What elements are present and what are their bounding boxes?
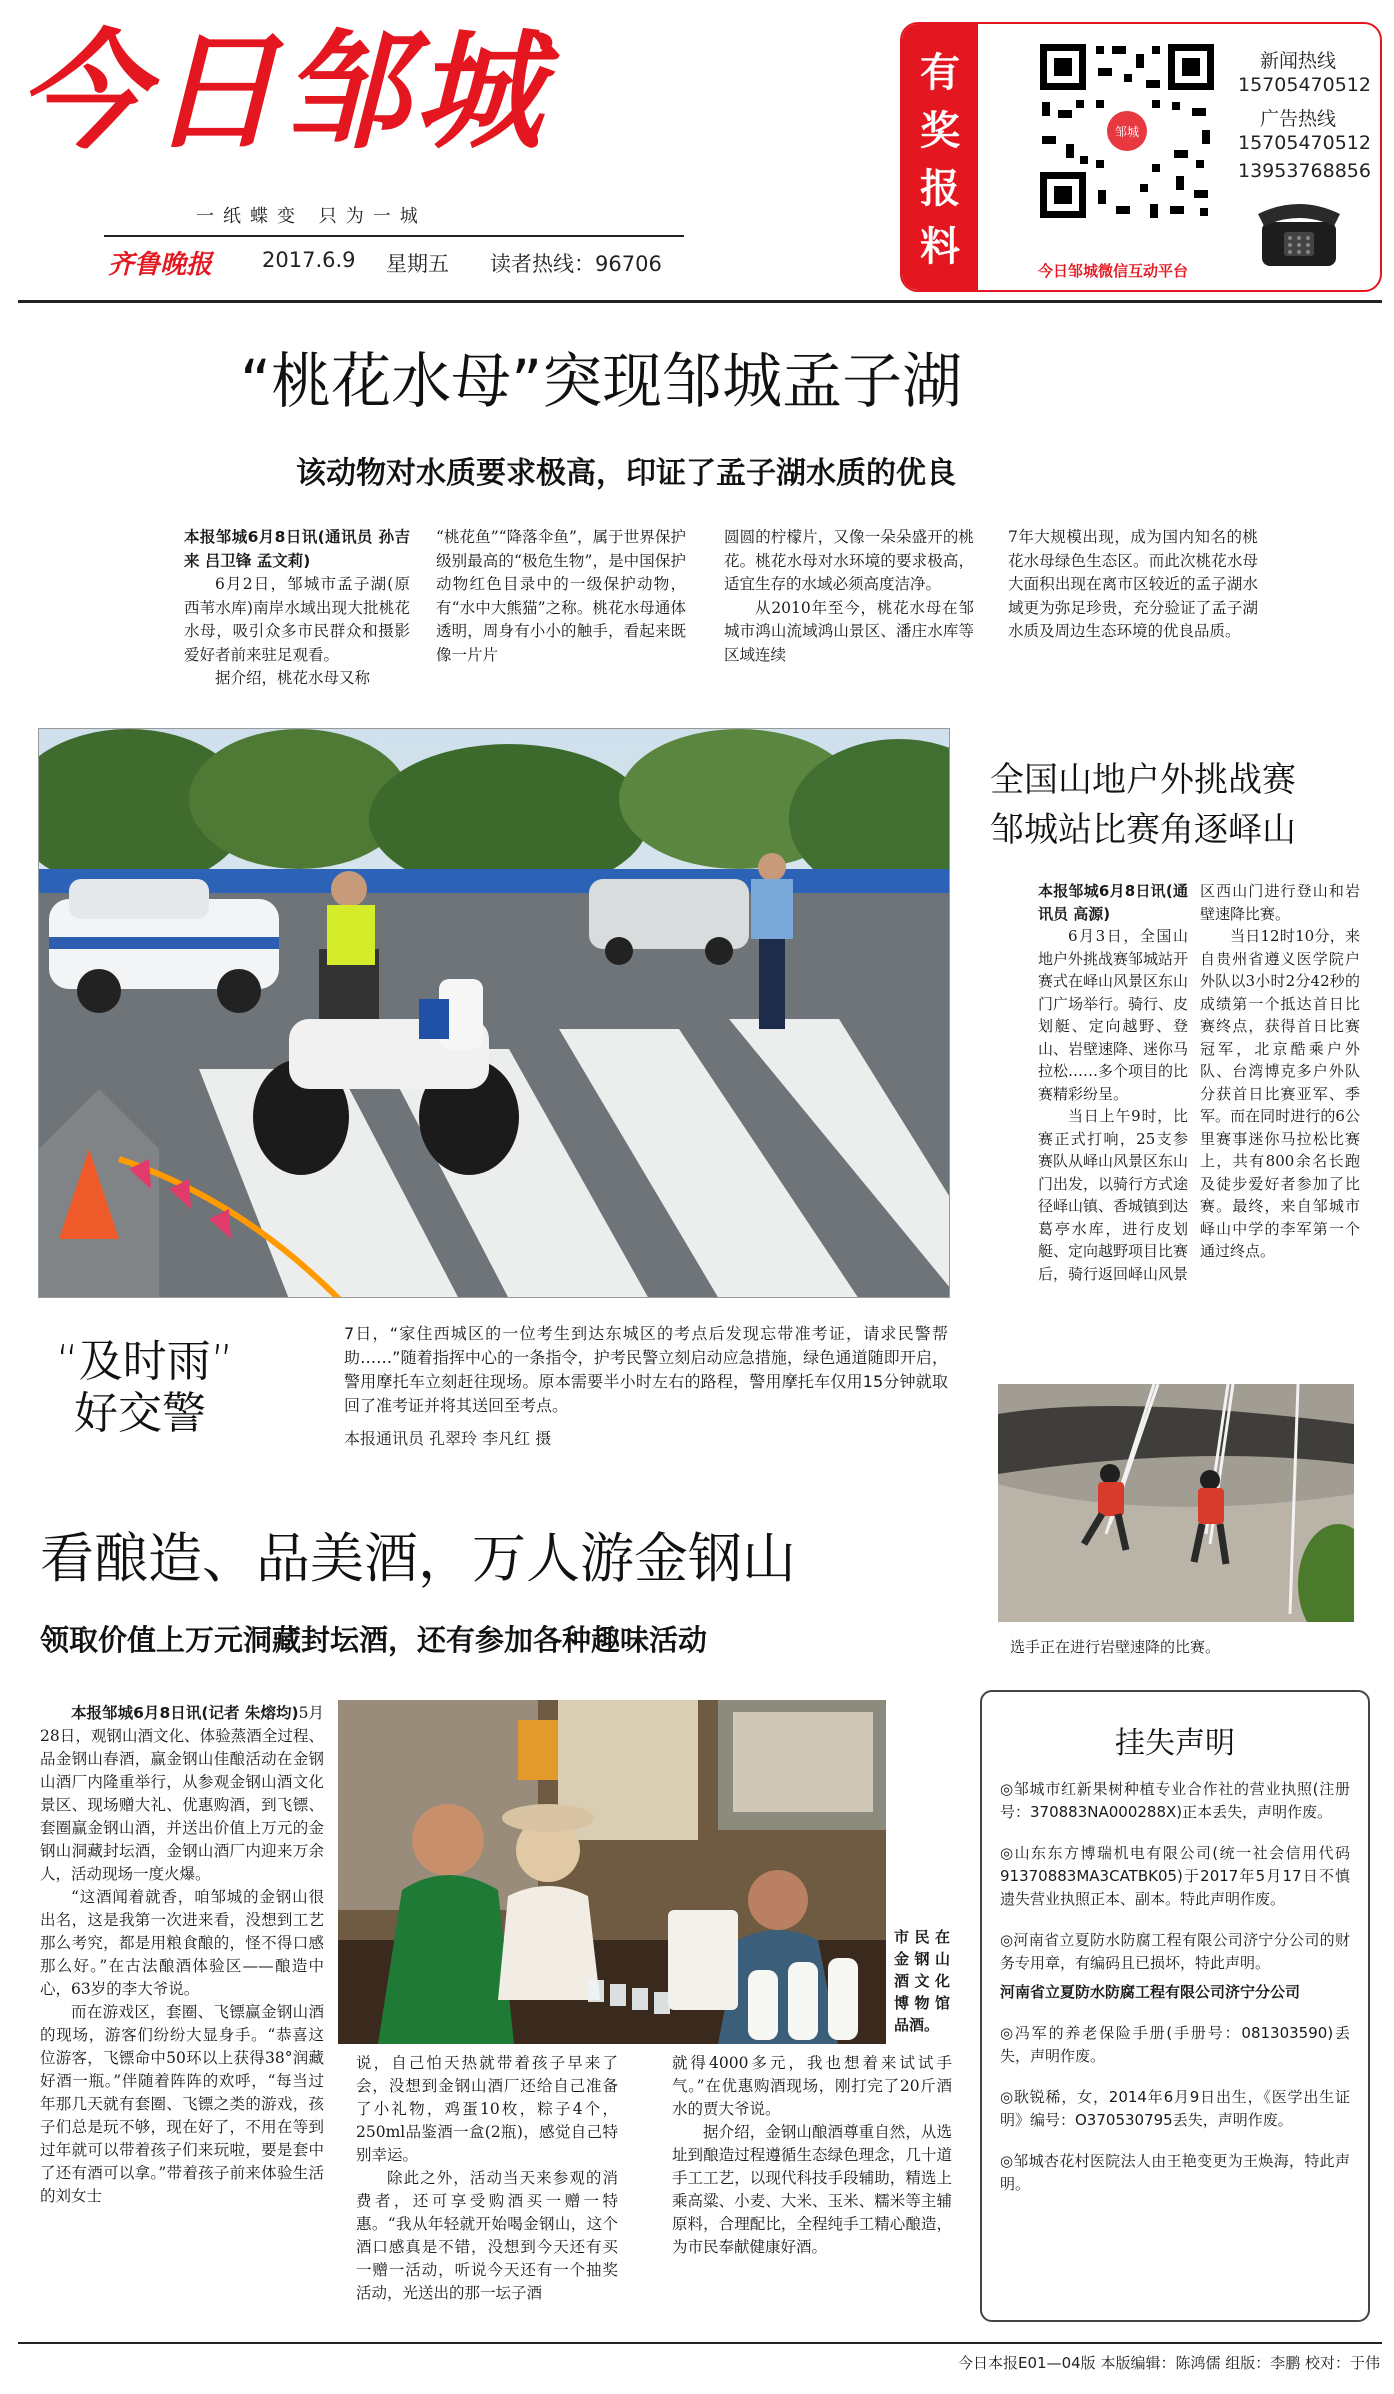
lost-notice-title: 挂失声明 <box>1115 1726 1235 1761</box>
news-hotline-number: 15705470512 <box>1238 74 1371 96</box>
telephone-icon <box>1254 192 1344 272</box>
outdoor-headline: 全国山地户外挑战赛 邹城站比赛角逐峄山 <box>990 760 1296 850</box>
masthead-divider <box>104 235 684 237</box>
wechat-caption: 今日邹城微信互动平台 <box>1038 262 1189 280</box>
wechat-qr-code[interactable] <box>1036 40 1218 222</box>
outdoor-column-2: 区西山门进行登山和岩壁速降比赛。 当日12时10分，来自贵州省遵义医学院户外队以3小时2分42秒的成绩第一个抵达首日比赛终点，获得首日比赛冠军，北京酷乘户外队、台湾博克多户外队分获首日比赛亚军、季军。而在同时进行的6公里赛事迷你马拉松比赛上，共有800余名长跑及徒步爱好者参加了比赛。最终，来自邹城市峄山中学的李军第一个通过终点。 <box>1200 882 1360 1260</box>
wine-photo-caption: 市民在金钢山酒文化博物馆品酒。 <box>894 1928 950 2034</box>
paper-name: 齐鲁晚报 <box>108 250 213 280</box>
report-badge: 有 奖 报 料 <box>902 24 978 292</box>
wine-headline: 看酿造、品美酒，万人游金钢山 <box>40 1527 796 1590</box>
issue-date: 2017.6.9 <box>262 248 356 272</box>
police-headline: “及时雨” 好交警 <box>56 1336 234 1439</box>
wine-column-2: 说，自己怕天热就带着孩子早来了会，没想到金钢山酒厂还给自己准备了小礼物，鸡蛋10枚，粽子4个，250ml品鉴酒一盒(2瓶)，感觉自己特别幸运。 除此之外，活动当天来参观的消费者，还可享受购酒买一赠一特惠。“我从年轻就开始喝金钢山，这个酒口感真是不错，没想到今天还有买一赠一活动，听说今天还有一个抽奖活动，光送出的那一坛子酒 <box>356 2054 618 2302</box>
story1-column-3: 圆圆的柠檬片，又像一朵朵盛开的桃花。桃花水母对水环境的要求极高，适宜生存的水域必须高度洁净。 从2010年至今，桃花水母在邹城市鸿山流域鸿山景区、潘庄水库等区域连续 <box>724 528 974 664</box>
notice-item: ◎河南省立夏防水防腐工程有限公司济宁分公司的财务专用章，有编码且已损坏，特此声明。 <box>1000 1931 1350 1972</box>
police-photo-credit: 本报通讯员 孔翠玲 李凡红 摄 <box>344 1429 552 1448</box>
footer-rule <box>18 2342 1382 2344</box>
report-box <box>900 22 1382 292</box>
rappelling-photo-caption: 选手正在进行岩壁速降的比赛。 <box>1010 1638 1221 1656</box>
qr-code-graphic <box>1036 40 1218 222</box>
notice-item: 河南省立夏防水防腐工程有限公司济宁分公司 <box>1000 1983 1301 2001</box>
svg-text:邹城: 邹城 <box>1114 125 1140 139</box>
police-body: 7日，“家住西城区的一位考生到达东城区的考点后发现忘带准考证，请求民警帮助……”随着指挥中心的一条指令，护考民警立刻启动应急措施，绿色通道随即开启，警用摩托车立刻赶往现场。原本需要半小时左右的路程，警用摩托车仅用15分钟就取回了准考证并将其送回至考点。 <box>344 1324 948 1415</box>
notice-item: ◎冯军的养老保险手册(手册号：081303590)丢失，声明作废。 <box>1000 2024 1350 2065</box>
issue-weekday: 星期五 <box>386 252 449 276</box>
story1-column-4: 7年大规模出现，成为国内知名的桃花水母绿色生态区。而此次桃花水母大面积出现在离市区较近的孟子湖水域更为弥足珍贵，充分验证了孟子湖水质及周边生态环境的优良品质。 <box>1008 528 1258 640</box>
ad-hotline-label: 广告热线 <box>1260 108 1337 130</box>
story1-column-1: 本报邹城6月8日讯(通讯员 孙吉来 吕卫锋 孟文莉) 6月2日，邹城市孟子湖(原西苇水库)南岸水域出现大批桃花水母，吸引众多市民群众和摄影爱好者前来驻足观看。 据介绍，桃花水母又称 <box>184 528 410 687</box>
reader-hotline: 读者热线：96706 <box>490 252 662 276</box>
notice-item: ◎耿锐稀，女，2014年6月9日出生，《医学出生证明》编号：O370530795丢失，声明作废。 <box>1000 2088 1350 2129</box>
ad-hotline-number-2: 13953768856 <box>1238 160 1371 182</box>
story1-headline: “桃花水母”突现邹城孟子湖 <box>240 347 963 417</box>
story1-subhead: 该动物对水质要求极高，印证了孟子湖水质的优良 <box>296 456 956 491</box>
outdoor-column-1: 本报邹城6月8日讯(通讯员 高源) 6月3日，全国山地户外挑战赛邹城站开赛式在峄山风景区东山门广场举行。骑行、皮划艇、定向越野、登山、岩壁速降、迷你马拉松……多个项目的比赛精彩纷呈。 当日上午9时，比赛正式打响，25支参赛队从峄山风景区东山门出发，以骑行方式途径峄山镇、香城镇到达葛亭水库，进行皮划艇、定向越野项目比赛后，骑行返回峄山风景 <box>1038 882 1189 1283</box>
wine-column-3: 就得4000多元，我也想着来试试手气。”在优惠购酒现场，刚打完了20斤酒水的贾大爷说。 据介绍，金钢山酿酒尊重自然，从选址到酿造过程遵循生态绿色理念，几十道手工工艺，以现代科技手段辅助，精选上乘高粱、小麦、大米、玉米、糯米等主辅原料，合理配比，全程纯手工精心酿造，为市民奉献健康好酒。 <box>672 2054 952 2256</box>
masthead-slogan: 一纸蝶变 只为一城 <box>196 206 427 227</box>
rappelling-photo <box>998 1384 1354 1622</box>
story1-column-2: “桃花鱼”“降落伞鱼”，属于世界保护级别最高的“极危生物”，是中国保护动物红色目录中的一级保护动物，有“水中大熊猫”之称。桃花水母通体透明，周身有小小的触手，看起来既像一片片 <box>436 528 686 664</box>
lost-notice-box <box>980 1690 1370 2322</box>
notice-item: ◎山东东方博瑞机电有限公司(统一社会信用代码91370883MA3CATBK05)于2017年5月17日不慎遗失营业执照正本、副本。特此声明作废。 <box>1000 1844 1350 1908</box>
wine-subhead: 领取价值上万元洞藏封坛酒，还有参加各种趣味活动 <box>40 1623 708 1657</box>
notice-item: ◎邹城杏花村医院法人由王艳变更为王焕海，特此声明。 <box>1000 2152 1350 2193</box>
wine-column-1: 本报邹城6月8日讯(记者 朱熔均)5月28日，观钢山酒文化、体验蒸酒全过程、品金钢山春酒，赢金钢山佳酿活动在金钢山酒厂内隆重举行，从参观金钢山酒文化景区、现场赠大礼、优惠购酒，到飞镖、套圈赢金钢山酒，并送出价值上万元的金钢山洞藏封坛酒，金钢山酒厂内迎来万余人，活动现场一度火爆。 “这酒闻着就香，咱邹城的金钢山很出名，这是我第一次进来看，没想到工艺那么考究，都是用粮食酿的，怪不得口感那么好。”在古法酿酒体验区——酿造中心，63岁的李大爷说。 而在游戏区，套圈、飞镖赢金钢山酒的现场，游客们纷纷大显身手。“恭喜这位游客，飞镖命中50环以上获得38°润藏好酒一瓶。”伴随着阵阵的欢呼，“每当过年那几天就有套圈、飞镖之类的游戏，孩子们总是玩不够，现在好了，不用在等到过年就可以带着孩子们来玩啦，要是套中了还有酒可以拿。”带着孩子前来体验生活的刘女士 <box>40 1704 324 2205</box>
ad-hotline-number-1: 15705470512 <box>1238 132 1371 154</box>
notice-item: ◎邹城市红新果树种植专业合作社的营业执照(注册号：370883NA000288X)正本丢失，声明作废。 <box>1000 1780 1350 1821</box>
footer-credits: 今日本报E01—04版 本版编辑：陈鸿儒 组版：李鹏 校对：于伟 <box>958 2354 1380 2372</box>
lost-notice-list <box>982 1772 1368 2202</box>
police-motorcycle-photo <box>38 728 950 1298</box>
masthead-bottom-rule <box>18 300 1382 303</box>
masthead-logo: 今日邹城 <box>18 18 547 167</box>
wine-tasting-photo <box>338 1700 886 2044</box>
news-hotline-label: 新闻热线 <box>1260 50 1337 72</box>
